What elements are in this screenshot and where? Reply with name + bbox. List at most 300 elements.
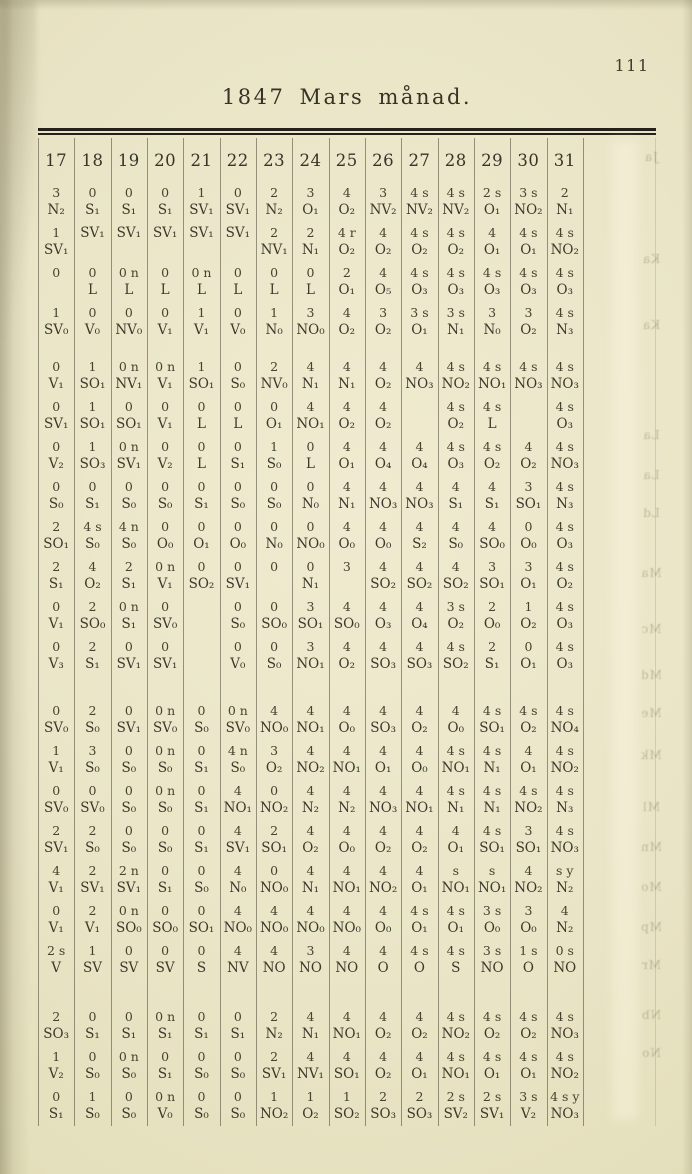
table-cell xyxy=(547,356,583,396)
cell-wind-direction: S₀ xyxy=(194,880,209,896)
cell-strength-value: 1 xyxy=(88,1089,97,1104)
cell-strength-value: 4 xyxy=(379,1009,388,1024)
cell-strength-value: 0 xyxy=(233,265,242,280)
cell-wind-direction: SV₀ xyxy=(80,800,105,816)
cell-wind-direction: SO₃ xyxy=(43,1026,70,1042)
table-cell xyxy=(438,302,474,342)
cell-wind-direction: V₀ xyxy=(230,322,246,338)
table-cell xyxy=(365,596,401,636)
cell-strength-value: 0 xyxy=(270,399,279,414)
table-cell xyxy=(147,1006,183,1046)
table-cell xyxy=(256,940,292,980)
cell-wind-direction: NO₀ xyxy=(296,322,325,338)
table-cell xyxy=(111,636,147,676)
table-cell xyxy=(474,436,510,476)
cell-wind-direction: N₀ xyxy=(265,536,283,552)
cell-strength-value: 0 n xyxy=(155,1009,176,1024)
table-cell xyxy=(401,900,437,940)
cell-strength-value: 4 s xyxy=(482,439,502,454)
cell-wind-direction: S₁ xyxy=(448,496,464,512)
cell-strength-value: 4 xyxy=(415,863,424,878)
table-cell xyxy=(510,700,546,740)
cell-wind-direction: O₂ xyxy=(374,1026,392,1042)
cell-strength-value: 0 xyxy=(52,783,61,798)
table-cell xyxy=(547,436,583,476)
cell-strength-value: 4 xyxy=(270,943,279,958)
cell-strength-value: 4 s xyxy=(555,225,574,240)
cell-strength-value: 4 xyxy=(342,743,351,758)
cell-wind-direction: O₂ xyxy=(520,720,537,736)
cell-strength-value: 4 xyxy=(451,703,460,718)
table-cell xyxy=(256,182,292,222)
cell-strength-value: 4 xyxy=(342,639,351,654)
cell-wind-direction: O₂ xyxy=(520,1026,537,1042)
table-cell xyxy=(111,1006,147,1046)
cell-strength-value: 4 s xyxy=(410,225,429,240)
table-cell xyxy=(38,820,74,860)
table-cell xyxy=(220,780,256,820)
cell-strength-value: 0 xyxy=(197,519,206,534)
table-cell xyxy=(365,1046,401,1086)
cell-strength-value: 2 xyxy=(270,225,279,240)
cell-wind-direction: SO₁ xyxy=(188,376,215,392)
cell-strength-value: 0 xyxy=(306,559,315,574)
cell-strength-value: 0 xyxy=(197,783,206,798)
cell-strength-value: 4 s xyxy=(555,559,574,574)
column-header-day: 24 xyxy=(299,151,322,170)
cell-strength-value: 4 s xyxy=(555,783,574,798)
bleed-through-text: Ml xyxy=(641,800,661,814)
cell-strength-value: 4 s xyxy=(482,823,502,838)
cell-wind-direction: O₀ xyxy=(374,536,392,552)
cell-wind-direction: NV₂ xyxy=(405,202,433,218)
cell-strength-value: 0 xyxy=(124,185,133,200)
cell-wind-direction: SV₁ xyxy=(225,576,251,592)
cell-strength-value: 0 xyxy=(233,599,242,614)
cell-wind-direction: NO₁ xyxy=(441,880,470,896)
table-cell xyxy=(438,436,474,476)
cell-strength-value: 0 xyxy=(270,639,279,654)
table-cell xyxy=(474,222,510,262)
cell-strength-value: 4 xyxy=(415,599,424,614)
cell-strength-value: 2 xyxy=(270,1049,279,1064)
cell-wind-direction: S₀ xyxy=(85,720,100,736)
weather-observation-table xyxy=(38,128,656,1138)
cell-wind-direction: SO₁ xyxy=(79,416,106,432)
cell-wind-direction: O₀ xyxy=(411,760,428,776)
table-cell xyxy=(38,396,74,436)
table-row xyxy=(38,356,584,396)
table-cell xyxy=(438,1046,474,1086)
table-cell xyxy=(74,516,110,556)
cell-wind-direction: O₂ xyxy=(447,616,465,632)
cell-wind-direction: O₅ xyxy=(374,282,392,298)
cell-wind-direction: O₀ xyxy=(374,920,392,936)
cell-wind-direction: NO₀ xyxy=(296,536,325,552)
cell-wind-direction: S₀ xyxy=(85,840,100,856)
table-cell xyxy=(547,700,583,740)
cell-wind-direction: N₁ xyxy=(556,202,574,218)
table-cell xyxy=(510,396,546,436)
cell-wind-direction: L xyxy=(196,282,206,298)
cell-wind-direction: O₄ xyxy=(374,456,392,472)
table-cell xyxy=(74,262,110,302)
cell-strength-value: 0 xyxy=(161,519,170,534)
column-header-day: 19 xyxy=(117,151,140,170)
table-cell xyxy=(220,1046,256,1086)
bleed-through-text: La xyxy=(642,468,660,482)
page-title: 1847 Mars månad. xyxy=(221,85,473,109)
table-cell xyxy=(74,182,110,222)
cell-strength-value: 4 xyxy=(379,943,388,958)
table-cell xyxy=(401,1006,437,1046)
cell-strength-value: 4 xyxy=(306,703,315,718)
cell-strength-value: 3 xyxy=(306,305,315,320)
table-row xyxy=(38,860,584,900)
table-cell xyxy=(365,820,401,860)
table-cell xyxy=(474,516,510,556)
table-cell xyxy=(183,396,219,436)
table-cell xyxy=(329,780,365,820)
table-cell xyxy=(547,302,583,342)
table-cell xyxy=(438,860,474,900)
table-cell xyxy=(292,1006,328,1046)
table-cell xyxy=(510,636,546,676)
cell-strength-value: 0 xyxy=(124,479,133,494)
cell-wind-direction: NO₁ xyxy=(296,720,325,736)
table-cell xyxy=(365,222,401,262)
cell-strength-value: 3 s xyxy=(446,305,465,320)
cell-wind-direction: O₃ xyxy=(556,416,573,432)
cell-wind-direction: S₁ xyxy=(194,1026,209,1042)
table-cell xyxy=(401,476,437,516)
cell-strength-value: 3 xyxy=(379,305,388,320)
cell-strength-value: 2 xyxy=(88,863,97,878)
cell-wind-direction: NV₀ xyxy=(260,376,288,392)
table-row xyxy=(38,740,584,780)
cell-wind-direction: O₂ xyxy=(447,242,465,258)
cell-wind-direction: SO₁ xyxy=(115,416,142,432)
cell-strength-value: 4 s xyxy=(446,1009,465,1024)
table-cell xyxy=(292,820,328,860)
cell-strength-value: 0 xyxy=(233,1009,242,1024)
cell-strength-value: 4 xyxy=(306,1009,315,1024)
table-cell xyxy=(547,780,583,820)
cell-strength-value: 1 xyxy=(524,599,533,614)
cell-strength-value: 4 xyxy=(379,399,388,414)
table-cell xyxy=(147,436,183,476)
table-cell xyxy=(183,596,219,636)
cell-strength-value: 3 xyxy=(52,185,61,200)
table-cell xyxy=(292,262,328,302)
cell-wind-direction: O₂ xyxy=(483,456,501,472)
bleed-through-text: Mc xyxy=(640,622,662,636)
cell-wind-direction: S₀ xyxy=(230,616,246,632)
table-cell xyxy=(111,860,147,900)
cell-strength-value: 0 n xyxy=(155,783,176,798)
cell-wind-direction: S₁ xyxy=(230,456,246,472)
cell-wind-direction: S₀ xyxy=(121,800,137,816)
table-cell xyxy=(474,356,510,396)
table-cell xyxy=(401,1046,437,1086)
cell-wind-direction: SO₀ xyxy=(115,920,142,936)
cell-wind-direction: O₀ xyxy=(338,536,356,552)
cell-strength-value: 4 xyxy=(524,439,533,454)
cell-wind-direction: O₁ xyxy=(302,202,319,218)
table-cell xyxy=(365,636,401,676)
table-cell xyxy=(547,636,583,676)
cell-wind-direction: V₀ xyxy=(157,1106,173,1122)
table-cell xyxy=(38,262,74,302)
table-cell xyxy=(365,900,401,940)
cell-strength-value: 1 xyxy=(88,943,97,958)
cell-wind-direction: O₁ xyxy=(411,880,428,896)
cell-strength-value: 4 xyxy=(233,903,242,918)
table-cell xyxy=(438,700,474,740)
cell-strength-value: 0 n xyxy=(118,265,139,280)
table-cell xyxy=(111,1046,147,1086)
cell-wind-direction: NO₃ xyxy=(368,496,398,512)
cell-wind-direction: V₁ xyxy=(48,920,64,936)
cell-wind-direction: O₂ xyxy=(338,202,356,218)
cell-strength-value: 3 xyxy=(379,185,388,200)
cell-wind-direction: SV₁ xyxy=(225,202,251,218)
table-cell xyxy=(147,596,183,636)
table-cell xyxy=(365,516,401,556)
cell-strength-value: 0 xyxy=(197,479,206,494)
cell-strength-value: 4 xyxy=(342,305,351,320)
table-cell xyxy=(547,182,583,222)
table-cell xyxy=(292,556,328,596)
table-cell xyxy=(38,1006,74,1046)
table-cell xyxy=(147,860,183,900)
cell-strength-value: 4 xyxy=(306,359,315,374)
cell-wind-direction: S₀ xyxy=(121,1066,137,1082)
cell-strength-value: 3 xyxy=(88,743,97,758)
cell-wind-direction: O₁ xyxy=(338,456,356,472)
cell-wind-direction: N₂ xyxy=(265,202,283,218)
cell-wind-direction: S₀ xyxy=(121,496,137,512)
bleed-through-text: Md xyxy=(640,668,662,682)
table-cell xyxy=(183,262,219,302)
table-cell xyxy=(329,740,365,780)
cell-strength-value: 4 xyxy=(415,743,424,758)
cell-wind-direction: O₂ xyxy=(374,376,392,392)
cell-strength-value: 4 xyxy=(415,639,424,654)
cell-strength-value: 4 xyxy=(342,783,351,798)
cell-wind-direction: L xyxy=(269,282,279,298)
cell-strength-value: 1 xyxy=(342,1089,351,1104)
cell-wind-direction: SV₀ xyxy=(43,322,69,338)
table-cell xyxy=(329,516,365,556)
cell-wind-direction: SO₃ xyxy=(370,1106,396,1122)
cell-wind-direction: O₃ xyxy=(556,536,573,552)
cell-wind-direction: NV₁ xyxy=(296,1066,324,1082)
cell-strength-value: 0 xyxy=(524,519,533,534)
table-cell xyxy=(547,222,583,262)
page-edge-shading-right xyxy=(682,0,692,1174)
cell-wind-direction: SV₁ xyxy=(116,720,142,736)
table-cell xyxy=(510,556,546,596)
cell-strength-value: 0 xyxy=(306,479,315,494)
cell-wind-direction: O₁ xyxy=(520,760,537,776)
cell-strength-value: 2 xyxy=(88,903,97,918)
cell-strength-value: 4 xyxy=(379,783,388,798)
table-cell xyxy=(183,1006,219,1046)
cell-strength-value: 4 xyxy=(488,479,497,494)
cell-wind-direction: S₁ xyxy=(157,880,173,896)
cell-strength-value: 0 n xyxy=(155,703,176,718)
table-cell xyxy=(365,700,401,740)
table-cell xyxy=(547,860,583,900)
cell-strength-value: 0 n xyxy=(118,903,139,918)
table-cell xyxy=(38,860,74,900)
cell-wind-direction: N₂ xyxy=(265,1026,283,1042)
cell-wind-direction: O₁ xyxy=(483,242,501,258)
table-cell xyxy=(510,740,546,780)
cell-wind-direction: NO₂ xyxy=(441,1026,470,1042)
cell-strength-value: 0 xyxy=(88,479,97,494)
table-cell xyxy=(365,436,401,476)
cell-wind-direction: NO₂ xyxy=(441,376,470,392)
table-cell xyxy=(147,302,183,342)
cell-wind-direction: SO₂ xyxy=(188,576,215,592)
bleed-through-text: Me xyxy=(640,706,662,720)
table-cell xyxy=(438,222,474,262)
table-cell xyxy=(329,182,365,222)
table-cell xyxy=(365,1086,401,1126)
cell-strength-value: 0 xyxy=(161,823,170,838)
table-cell xyxy=(256,900,292,940)
table-cell xyxy=(474,262,510,302)
cell-wind-direction: S₁ xyxy=(121,202,137,218)
cell-strength-value: 0 xyxy=(161,185,170,200)
cell-wind-direction: V₁ xyxy=(84,920,101,936)
cell-strength-value: 3 xyxy=(270,743,279,758)
table-row xyxy=(38,436,584,476)
cell-strength-value: 4 s xyxy=(555,359,574,374)
cell-strength-value: 2 xyxy=(342,265,351,280)
table-cell xyxy=(474,1006,510,1046)
cell-wind-direction: N₃ xyxy=(556,800,574,816)
cell-wind-direction: L xyxy=(305,456,315,472)
cell-wind-direction: L xyxy=(233,416,243,432)
table-cell xyxy=(74,436,110,476)
cell-strength-value: 2 s xyxy=(482,185,502,200)
table-group-gap xyxy=(38,342,584,356)
cell-strength-value: 0 xyxy=(52,399,61,414)
cell-wind-direction: V₁ xyxy=(157,376,173,392)
cell-strength-value: 4 xyxy=(415,1049,424,1064)
cell-wind-direction: SV₀ xyxy=(43,720,69,736)
cell-wind-direction: S₁ xyxy=(85,202,100,218)
cell-wind-direction: O₀ xyxy=(447,720,465,736)
cell-wind-direction: NO₁ xyxy=(332,760,361,776)
table-cell xyxy=(38,516,74,556)
table-cell xyxy=(474,1046,510,1086)
table-cell xyxy=(38,302,74,342)
cell-strength-value: 2 s xyxy=(482,1089,502,1104)
cell-wind-direction: SV₁ xyxy=(43,242,69,258)
cell-strength-value: 4 s xyxy=(519,703,538,718)
cell-wind-direction: SO₁ xyxy=(188,920,215,936)
cell-wind-direction: O₂ xyxy=(374,1066,392,1082)
cell-strength-value: 4 s xyxy=(446,439,465,454)
table-cell xyxy=(474,860,510,900)
table-cell xyxy=(74,636,110,676)
cell-wind-direction: V₁ xyxy=(48,376,64,392)
cell-strength-value: 0 xyxy=(52,903,61,918)
table-cell xyxy=(183,436,219,476)
cell-strength-value: 4 s xyxy=(555,1049,574,1064)
cell-strength-value: 4 xyxy=(342,863,351,878)
cell-strength-value: 0 n xyxy=(155,359,176,374)
cell-strength-value: 4 xyxy=(379,703,388,718)
cell-strength-value: 4 xyxy=(415,559,424,574)
table-cell xyxy=(438,636,474,676)
cell-wind-direction: O₂ xyxy=(302,1106,319,1122)
cell-wind-direction: NO₁ xyxy=(441,760,470,776)
table-cell xyxy=(220,740,256,780)
cell-strength-value: 0 xyxy=(197,1049,206,1064)
cell-wind-direction: O₁ xyxy=(520,576,537,592)
table-cell xyxy=(474,302,510,342)
cell-wind-direction: S₀ xyxy=(85,1106,100,1122)
bleed-through-text: Ka xyxy=(641,318,661,332)
cell-strength-value: 3 xyxy=(524,823,533,838)
cell-wind-direction: S₁ xyxy=(484,656,500,672)
table-cell xyxy=(292,1046,328,1086)
table-cell xyxy=(38,476,74,516)
table-row xyxy=(38,302,584,342)
cell-wind-direction: SV₁ xyxy=(116,225,142,241)
table-cell xyxy=(438,516,474,556)
cell-strength-value: 0 n xyxy=(155,743,176,758)
cell-strength-value: 0 n xyxy=(118,1049,139,1064)
cell-strength-value: 4 xyxy=(524,863,533,878)
cell-strength-value: 4 s xyxy=(555,305,574,320)
cell-wind-direction: SO₀ xyxy=(79,616,106,632)
cell-wind-direction: S₁ xyxy=(121,576,137,592)
table-cell xyxy=(111,516,147,556)
cell-strength-value: 2 xyxy=(270,359,279,374)
cell-wind-direction: O₀ xyxy=(156,536,174,552)
table-cell xyxy=(220,302,256,342)
table-cell xyxy=(256,516,292,556)
column-header-day: 17 xyxy=(45,151,68,170)
table-cell xyxy=(510,1046,546,1086)
table-cell xyxy=(147,182,183,222)
cell-wind-direction: O₃ xyxy=(447,456,465,472)
cell-wind-direction: S₁ xyxy=(48,1106,64,1122)
cell-wind-direction: NO₂ xyxy=(550,242,579,258)
cell-wind-direction: L xyxy=(124,282,134,298)
table-cell xyxy=(111,556,147,596)
cell-strength-value: 1 xyxy=(88,439,97,454)
cell-strength-value: 4 s xyxy=(482,703,502,718)
cell-wind-direction: L xyxy=(196,456,206,472)
table-cell xyxy=(183,1086,219,1126)
table-cell xyxy=(547,1046,583,1086)
table-row xyxy=(38,516,584,556)
table-cell xyxy=(74,476,110,516)
cell-wind-direction: S₀ xyxy=(230,760,246,776)
column-header-day: 31 xyxy=(553,151,576,170)
table-cell xyxy=(438,476,474,516)
table-row xyxy=(38,262,584,302)
cell-wind-direction: S₀ xyxy=(230,1106,246,1122)
cell-wind-direction: O₂ xyxy=(265,760,283,776)
